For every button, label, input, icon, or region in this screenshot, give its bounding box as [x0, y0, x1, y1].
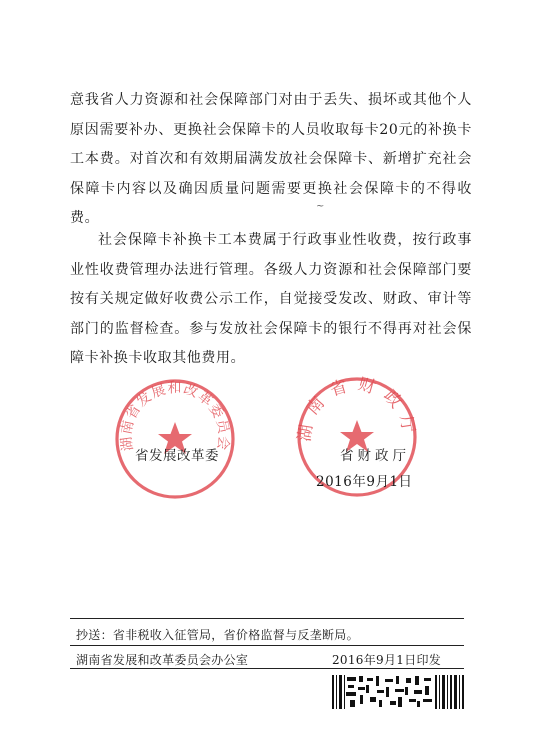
- signatory-left: 省发展改革委: [135, 448, 219, 464]
- footer-rule-top: [70, 618, 464, 619]
- left-official-seal: [110, 374, 240, 504]
- issuer-office: 湖南省发展和改革委员会办公室: [76, 653, 249, 667]
- print-date: 2016年9月1日印发: [332, 653, 442, 667]
- cc-label: 抄送：: [76, 628, 113, 642]
- signing-date: 2016年9月1日: [316, 474, 413, 490]
- cc-recipients: 省非税收入征管局，省价格监督与反垄断局。: [112, 628, 359, 642]
- document-barcode: [330, 673, 466, 711]
- left-seal-text: 湖南省发展和改革委员会: [118, 380, 232, 452]
- body-paragraph-1: 意我省人力资源和社会保障部门对由于丢失、损坏或其他个人原因需要补办、更换社会保障卡的人员收取每卡20元的补换卡工本费。对首次和有效期届满发放社会保障卡、新增扩充社会保障卡内容以及确因质量问题需要更换社会保障卡的不得收费。: [70, 92, 472, 227]
- cc-line: [76, 626, 359, 643]
- stray-mark: ~: [316, 201, 325, 212]
- footer-rule-bottom: [70, 668, 464, 669]
- signatory-right: 省财政厅: [340, 448, 410, 464]
- footer-rule-middle: [70, 645, 464, 646]
- right-seal-text: 湖南省财政厅: [294, 374, 420, 444]
- body-paragraph-2: 社会保障卡补换卡工本费属于行政事业性收费，按行政事业性收费管理办法进行管理。各级人力资源和社会保障部门要按有关规定做好收费公示工作，自觉接受发改、财政、审计等部门的监督检查。参与发放社会保障卡的银行不得再对社会保障卡补换卡收取其他费用。: [70, 232, 472, 367]
